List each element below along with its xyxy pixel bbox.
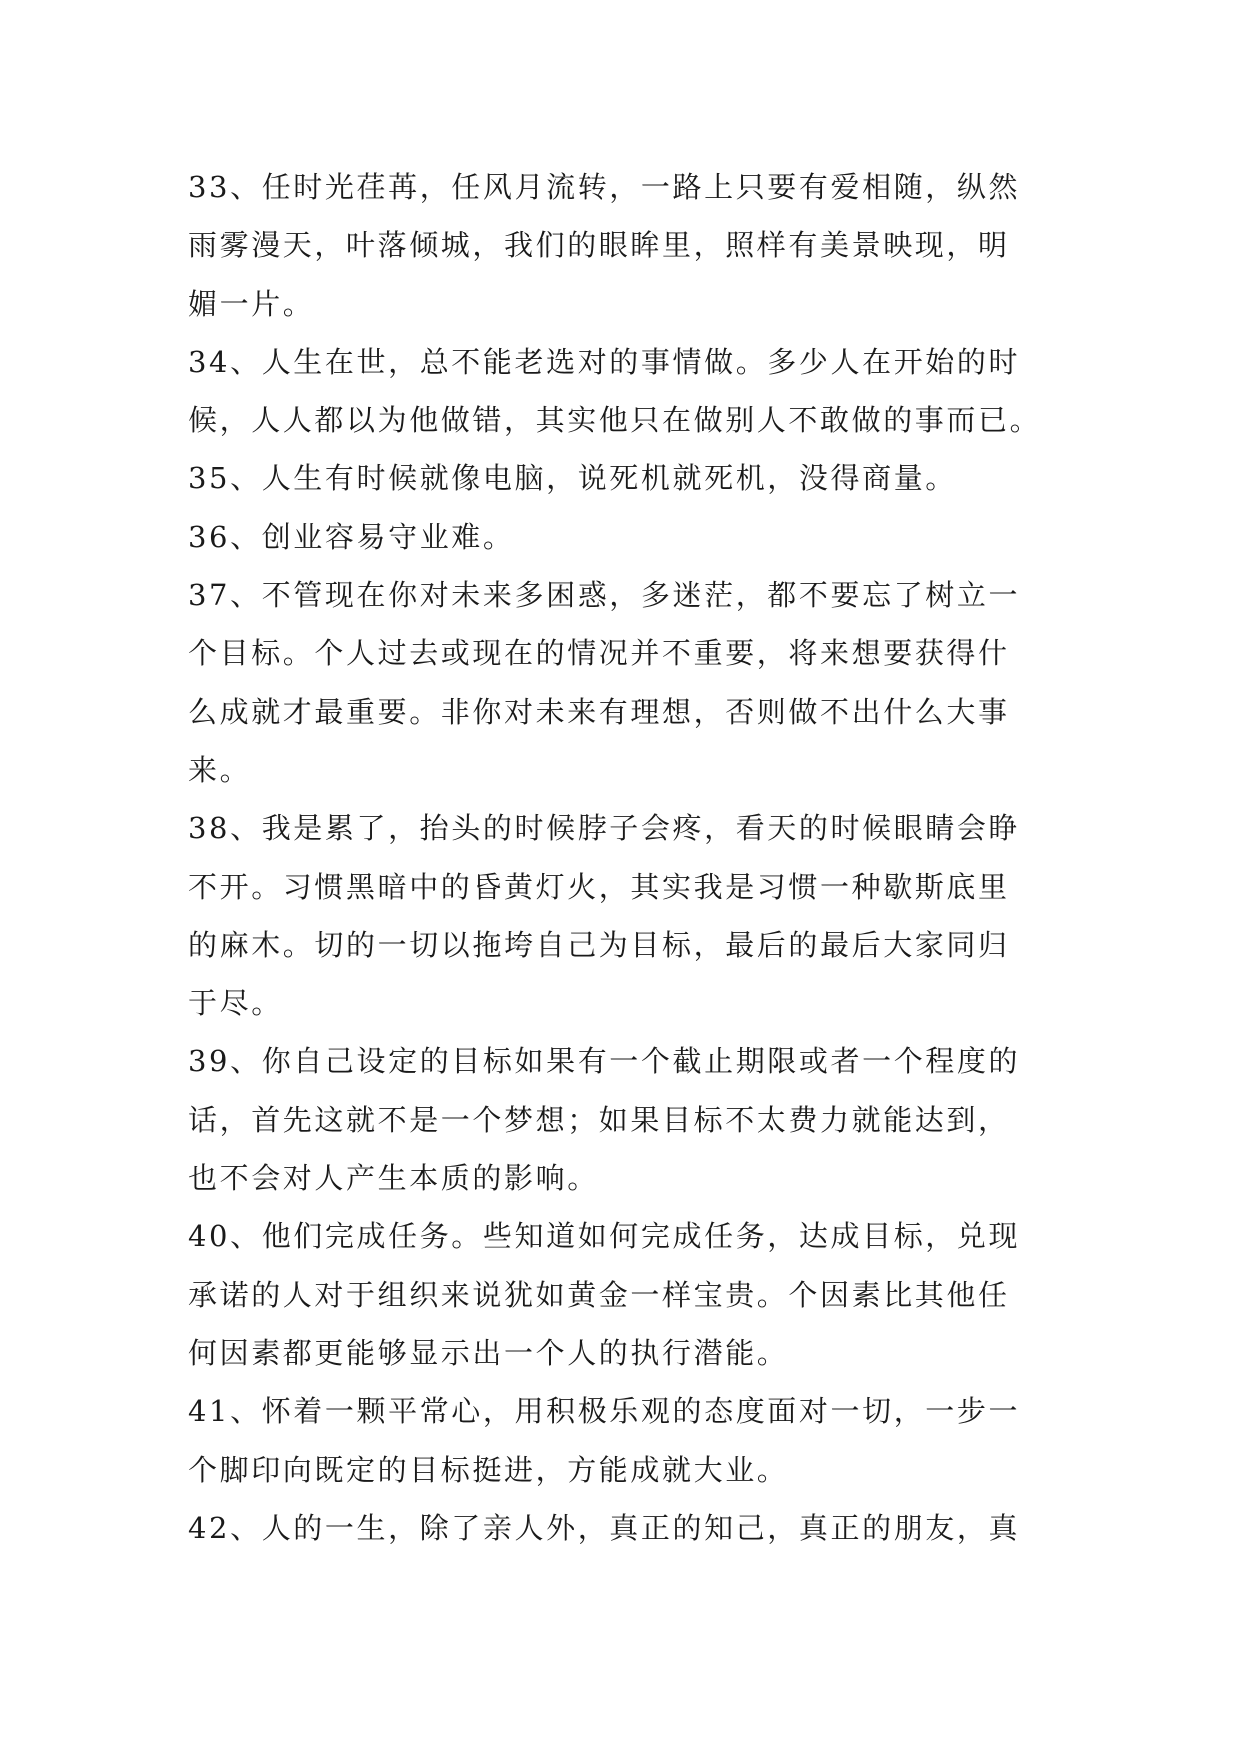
text-line: 35、人生有时候就像电脑，说死机就死机，没得商量。 [188,461,957,496]
text-line: 么成就才最重要。非你对未来有理想，否则做不出什么大事 [188,694,1010,729]
text-line: 33、任时光荏苒，任风月流转，一路上只要有爱相随，纵然 [188,170,1021,204]
text-line: 37、不管现在你对未来多困惑，多迷茫，都不要忘了树立一 [188,578,1021,613]
text-line: 也不会对人产生本质的影响。 [188,1161,599,1196]
text-line: 40、他们完成任务。些知道如何完成任务，达成目标，兑现 [188,1219,1021,1254]
text-line: 不开。习惯黑暗中的昏黄灯火，其实我是习惯一种歇斯底里 [188,869,1010,904]
text-line: 个脚印向既定的目标挺进，方能成就大业。 [188,1452,789,1487]
text-line: 承诺的人对于组织来说犹如黄金一样宝贵。个因素比其他任 [188,1277,1010,1312]
text-line: 来。 [188,752,252,787]
text-line: 的麻木。切的一切以拖垮自己为目标，最后的最后大家同归 [188,927,1010,962]
text-line: 38、我是累了，抬头的时候脖子会疼，看天的时候眼睛会睁 [188,811,1021,846]
text-line: 41、怀着一颗平常心，用积极乐观的态度面对一切，一步一 [188,1394,1021,1429]
document-body [188,158,1058,1557]
text-line: 候，人人都以为他做错，其实他只在做别人不敢做的事而已。 [188,403,1042,438]
text-line: 42、人的一生，除了亲人外，真正的知己，真正的朋友，真 [188,1510,1021,1545]
text-line: 何因素都更能够显示出一个人的执行潜能。 [188,1335,789,1370]
text-line: 39、你自己设定的目标如果有一个截止期限或者一个程度的 [188,1044,1021,1079]
text-line: 36、创业容易守业难。 [188,519,515,554]
text-line: 于尽。 [188,986,283,1021]
text-line: 媚一片。 [188,286,315,321]
text-line: 雨雾漫天，叶落倾城，我们的眼眸里，照样有美景映现，明 [188,228,1010,263]
text-line: 话，首先这就不是一个梦想；如果目标不太费力就能达到， [188,1102,1010,1137]
text-line: 34、人生在世，总不能老选对的事情做。多少人在开始的时 [188,344,1021,379]
text-line: 个目标。个人过去或现在的情况并不重要，将来想要获得什 [188,636,1010,671]
